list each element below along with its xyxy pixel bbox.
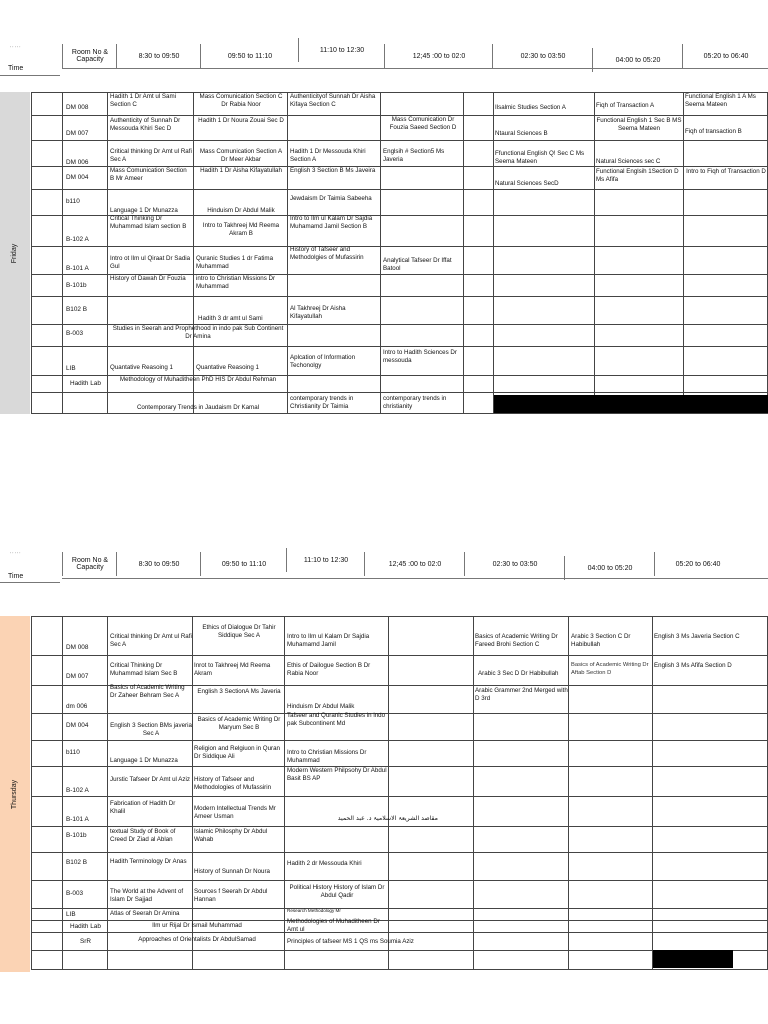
class-cell: Sources f Seerah Dr Abdul Hannan [194,888,268,903]
class-cell: Authenticity of Sunnah Dr Messouda Khiri Sec D [110,117,181,132]
class-cell: Fabrication of Hadith Dr Khalil [110,800,176,815]
class-cell: English 3 Section B Ms Javeira [290,167,376,174]
class-cell: Research Methodology Mr [287,908,341,913]
class-cell: Arabic Grammer 2nd Merged with D 3rd [475,687,568,702]
class-cell: Modern Western Philpsohy Dr Abdul Basit BS AP [287,767,387,782]
class-cell: The World at the Advent of Islam Dr Sajjad [110,888,184,903]
class-cell: Jurstic Tafseer Dr Amt ul Aziz [110,776,190,783]
slot-header-1: 8:30 to 09:50 [116,44,201,68]
class-cell: Principles of tafseer MS 1 QS ms Soumia Aziz [287,938,414,945]
class-cell: Hinduism Dr Abdul Malik [287,703,355,710]
thursday-header [0,552,768,582]
class-cell: Fiqh of Transaction A [596,102,655,109]
room-dm007: DM 007 [66,130,89,137]
class-cell: Inrot to Takhreej Md Reema Akram [194,662,271,677]
class-cell: textual Study of Book of Creed Dr Ziad al Ablan [110,828,176,843]
slot-header-6: 04:00 to 05:20 [592,48,683,72]
class-cell: Critical Thinking Dr Muhammad Islam Sec B [110,662,178,677]
class-cell: Methodology of Muhaditheen PhD HIS Dr Abdul Rehman [119,376,277,383]
class-cell: Analytical Tafseer Dr Iffat Batool [383,257,452,272]
room-b101b: B-101b [66,832,87,839]
class-cell: History of Sunnah Dr Noura [194,868,271,875]
room-hadith-lab: Hadith Lab [70,923,101,930]
class-cell: English 3 Section BMs javeria Sec A [110,722,192,737]
slot-header-3: 11:10 to 12:30 [298,38,385,62]
class-cell: Mass Comunication Section B Mr Ameer [110,167,187,182]
class-cell: Intro to Christian Missions Dr Muhammad [287,749,367,764]
slot-header-2: 09:50 to 11:10 [200,44,299,68]
room-b101a: B-101 A [66,265,89,272]
room-dm006: DM 006 [66,159,89,166]
room-b003: B-003 [66,890,84,897]
class-cell: Arabic 3 Sec D Dr Habibullah [478,670,559,677]
class-cell: Quantative Reasoing 1 [196,364,259,371]
class-cell: Jewdaism Dr Taimia Sabeeha [290,195,372,202]
class-cell: Hadith 3 dr amt ul Sami [198,315,263,322]
class-cell: Political History History of Islam Dr Abdul Qadir [289,884,385,899]
class-cell: Authenticityof Sunnah Dr Aisha Kifaya Section C [290,93,376,108]
class-cell: Ethics of Dialogue Dr Tahir Siddique Sec A [202,624,276,639]
slot-header-4: 12;45 :00 to 02:0 [384,44,493,68]
class-cell: Quranic Studies 1 dr Fatima Muhammad [196,255,274,270]
class-cell: Hinduism Dr Abdul Malik [207,207,275,214]
class-cell: Tafseer and Quranic Studies in indo pak Subcontinent Md [287,712,386,727]
class-cell: Fiqh of transaction B [685,128,742,135]
room-b110: b110 [66,198,80,205]
slot-header-1: 8:30 to 09:50 [116,552,201,576]
class-cell: English 3 Ms Afifa Section D [654,662,732,669]
room-dm008: DM 008 [66,104,89,111]
class-cell: Intro to Ilm ul Kalam Dr Sajdia Muhamamd Jamil [287,633,370,648]
class-cell: Religion and Relgiuon in Quran Dr Siddique Ali [194,745,280,760]
class-cell: Ilm ur Rijal Dr Ismail Muhammad [152,922,242,929]
class-cell: Hadith Terminology Dr Anas [110,858,187,865]
class-cell: English 3 SectionA Ms Javeria [197,688,281,695]
class-cell: Natural Sciences sec C [596,158,661,165]
class-cell: Hadith 2 dr Messouda Khiri [287,860,362,867]
class-cell: History of Dawah Dr Fouzia [110,275,186,282]
time-label: Time [8,573,24,580]
class-cell: Basics of Academic Writing Dr Zaheer Behram Sec A [110,684,185,699]
class-cell: Al Takhreej Dr Aisha Kifayatullah [290,305,346,320]
day-label-friday: Friday [0,92,30,414]
day-label-thursday: Thursday [0,616,30,972]
class-cell: Intro to Takhreej Md Reema Akram B [202,222,280,237]
class-cell: Approaches of Orientalists Dr AbdulSamad [138,936,256,943]
room-b102a: B-102 A [66,236,89,243]
room-b102a: B-102 A [66,787,89,794]
class-cell: Aplcation of Information Techonolgy [290,354,356,369]
slot-header-6: 04:00 to 05:20 [564,556,655,580]
room-srr: SrR [80,938,92,945]
class-cell: Ethis of Dailogue Section B Dr Rabia Noor [287,662,371,677]
class-cell: Mass Comunication Dr Fouzia Saeed Section D [389,116,457,131]
slot-header-4: 12;45 :00 to 02:0 [364,552,465,576]
class-cell: History of Tafseer and Methodolgies of Mufassirin [290,246,364,261]
class-cell: Contemporary Trends in Jaudaism Dr Kamal [136,404,260,411]
room-b101a: B-101 A [66,816,89,823]
blocked-cells [494,395,768,413]
room-b101b: B-101b [66,282,87,289]
slot-header-2: 09:50 to 11:10 [200,552,287,576]
class-cell: Basics of Academic Writing Dr Maryum Sec B [197,716,281,731]
class-cell: Mass Comunication Section A Dr Meer Akbar [199,148,283,163]
class-cell: Englsih # Section5 Ms Javeria [383,148,445,163]
room-lib: LIB [66,911,76,918]
slot-header-3: 11:10 to 12:30 [286,548,365,572]
class-cell: Hadith 1 Dr Aisha Kifayatullah [200,167,282,174]
class-cell: Hadith 1 Dr Noura Zouai Sec D [198,117,284,124]
class-cell: Islamic Philosphy Dr Abdul Wahab [194,828,268,843]
class-cell: Intro to Fiqh of Transaction D [686,168,766,175]
room-dm007: DM 007 [66,673,89,680]
room-header: Room No & Capacity [62,552,117,576]
class-cell: Basics of Academic Writing Dr Fareed Brohi Section C [475,633,558,648]
class-cell: Critical thinking Dr Amt ul Rafi Sec A [110,633,192,648]
class-cell: contemporary trends in Christianity Dr Taimia [290,395,354,410]
room-b110: b110 [66,749,80,756]
room-lib: LIB [66,365,76,372]
class-cell: Hadith 1 Dr Amt ul Sami Section C [110,93,177,108]
class-cell: Functional Englsih 1Section D Ms Afifa [596,168,679,183]
corner-marks: ' ' ' ' ' [10,46,21,52]
room-b003: B-003 [66,330,84,337]
class-cell: Basics of Academic Writing Dr Aftab Section D [571,662,649,676]
room-b102b: B102 B [66,859,87,866]
time-label: Time [8,65,24,72]
room-dm006: dm 006 [66,703,88,710]
blocked-cells [653,950,733,968]
slot-header-7: 05:20 to 06:40 [654,552,741,576]
room-dm008: DM 008 [66,644,89,651]
room-header: Room No & Capacity [62,44,117,68]
corner-marks: ' ' ' ' ' [10,552,21,558]
room-hadith-lab: Hadith Lab [70,380,101,387]
room-dm004: DM 004 [66,174,89,181]
class-cell: Atlas of Seerah Dr Amina [110,910,180,917]
class-cell: Critical Thinking Dr Muhammad Islam section B [110,215,187,230]
class-cell: English 3 Ms Javeria Section C [654,633,740,640]
class-cell: Natural Sciences SecD [495,180,559,187]
room-b102b: B102 B [66,306,87,313]
class-cell: contemporary trends in christianity [383,395,447,410]
class-cell: Functional English 1 Sec B MS Seema Mateen [596,117,682,132]
friday-header [0,44,768,74]
class-cell: Intro ot Ilm ul Qiraat Dr Sadia Gul [110,255,191,270]
class-cell: intro to Christian Missions Dr Muhammad [196,275,276,290]
class-cell: Methodologies of Muhaditheen Dr Amt ul [287,918,380,932]
class-cell: Mass Comunication Section C Dr Rabia Noor [199,93,283,108]
class-cell: Ffunctional English Q! Sec C Ms Seema Mateen [495,150,585,165]
class-cell: Functional English 1 A Ms Seema Mateen [685,93,756,108]
class-cell: Quantative Reasoing 1 [110,364,173,371]
class-cell: Language 1 Dr Munazza [110,207,178,214]
class-cell: Studies in Seerah and Prophethood in indo pak Sub Continent Dr Amina [112,325,284,340]
slot-header-5: 02:30 to 03:50 [492,44,593,68]
class-cell: History of Tafseer and Methodologies of Mufassirin [194,776,272,791]
class-cell: Ntaural Sciences B [495,130,548,137]
room-dm004: DM 004 [66,722,89,729]
slot-header-7: 05:20 to 06:40 [682,44,768,68]
class-cell: Ilsalmic Studies Section A [495,104,566,111]
class-cell: Hadith 1 Dr Messouda Khiri Section A [290,148,366,163]
class-cell: Language 1 Dr Munazza [110,757,178,764]
class-cell: مقاصد الشریعۃ الاسلامیۃ د. عبد الحمید [337,815,438,822]
class-cell: Critical thinking Dr Amt ul Rafi Sec A [110,148,192,163]
class-cell: Modern Intellectual Trends Mr Ameer Usman [194,805,276,820]
class-cell: Intro to Ilm ul Kalam Dr Sajdia Muhamamd Jamil Section B [290,215,373,230]
class-cell: Intro to Hadith Sciences Dr messouda [383,349,457,364]
slot-header-5: 02:30 to 03:50 [464,552,565,576]
class-cell: Arabic 3 Section C Dr Habibullah [571,633,631,648]
